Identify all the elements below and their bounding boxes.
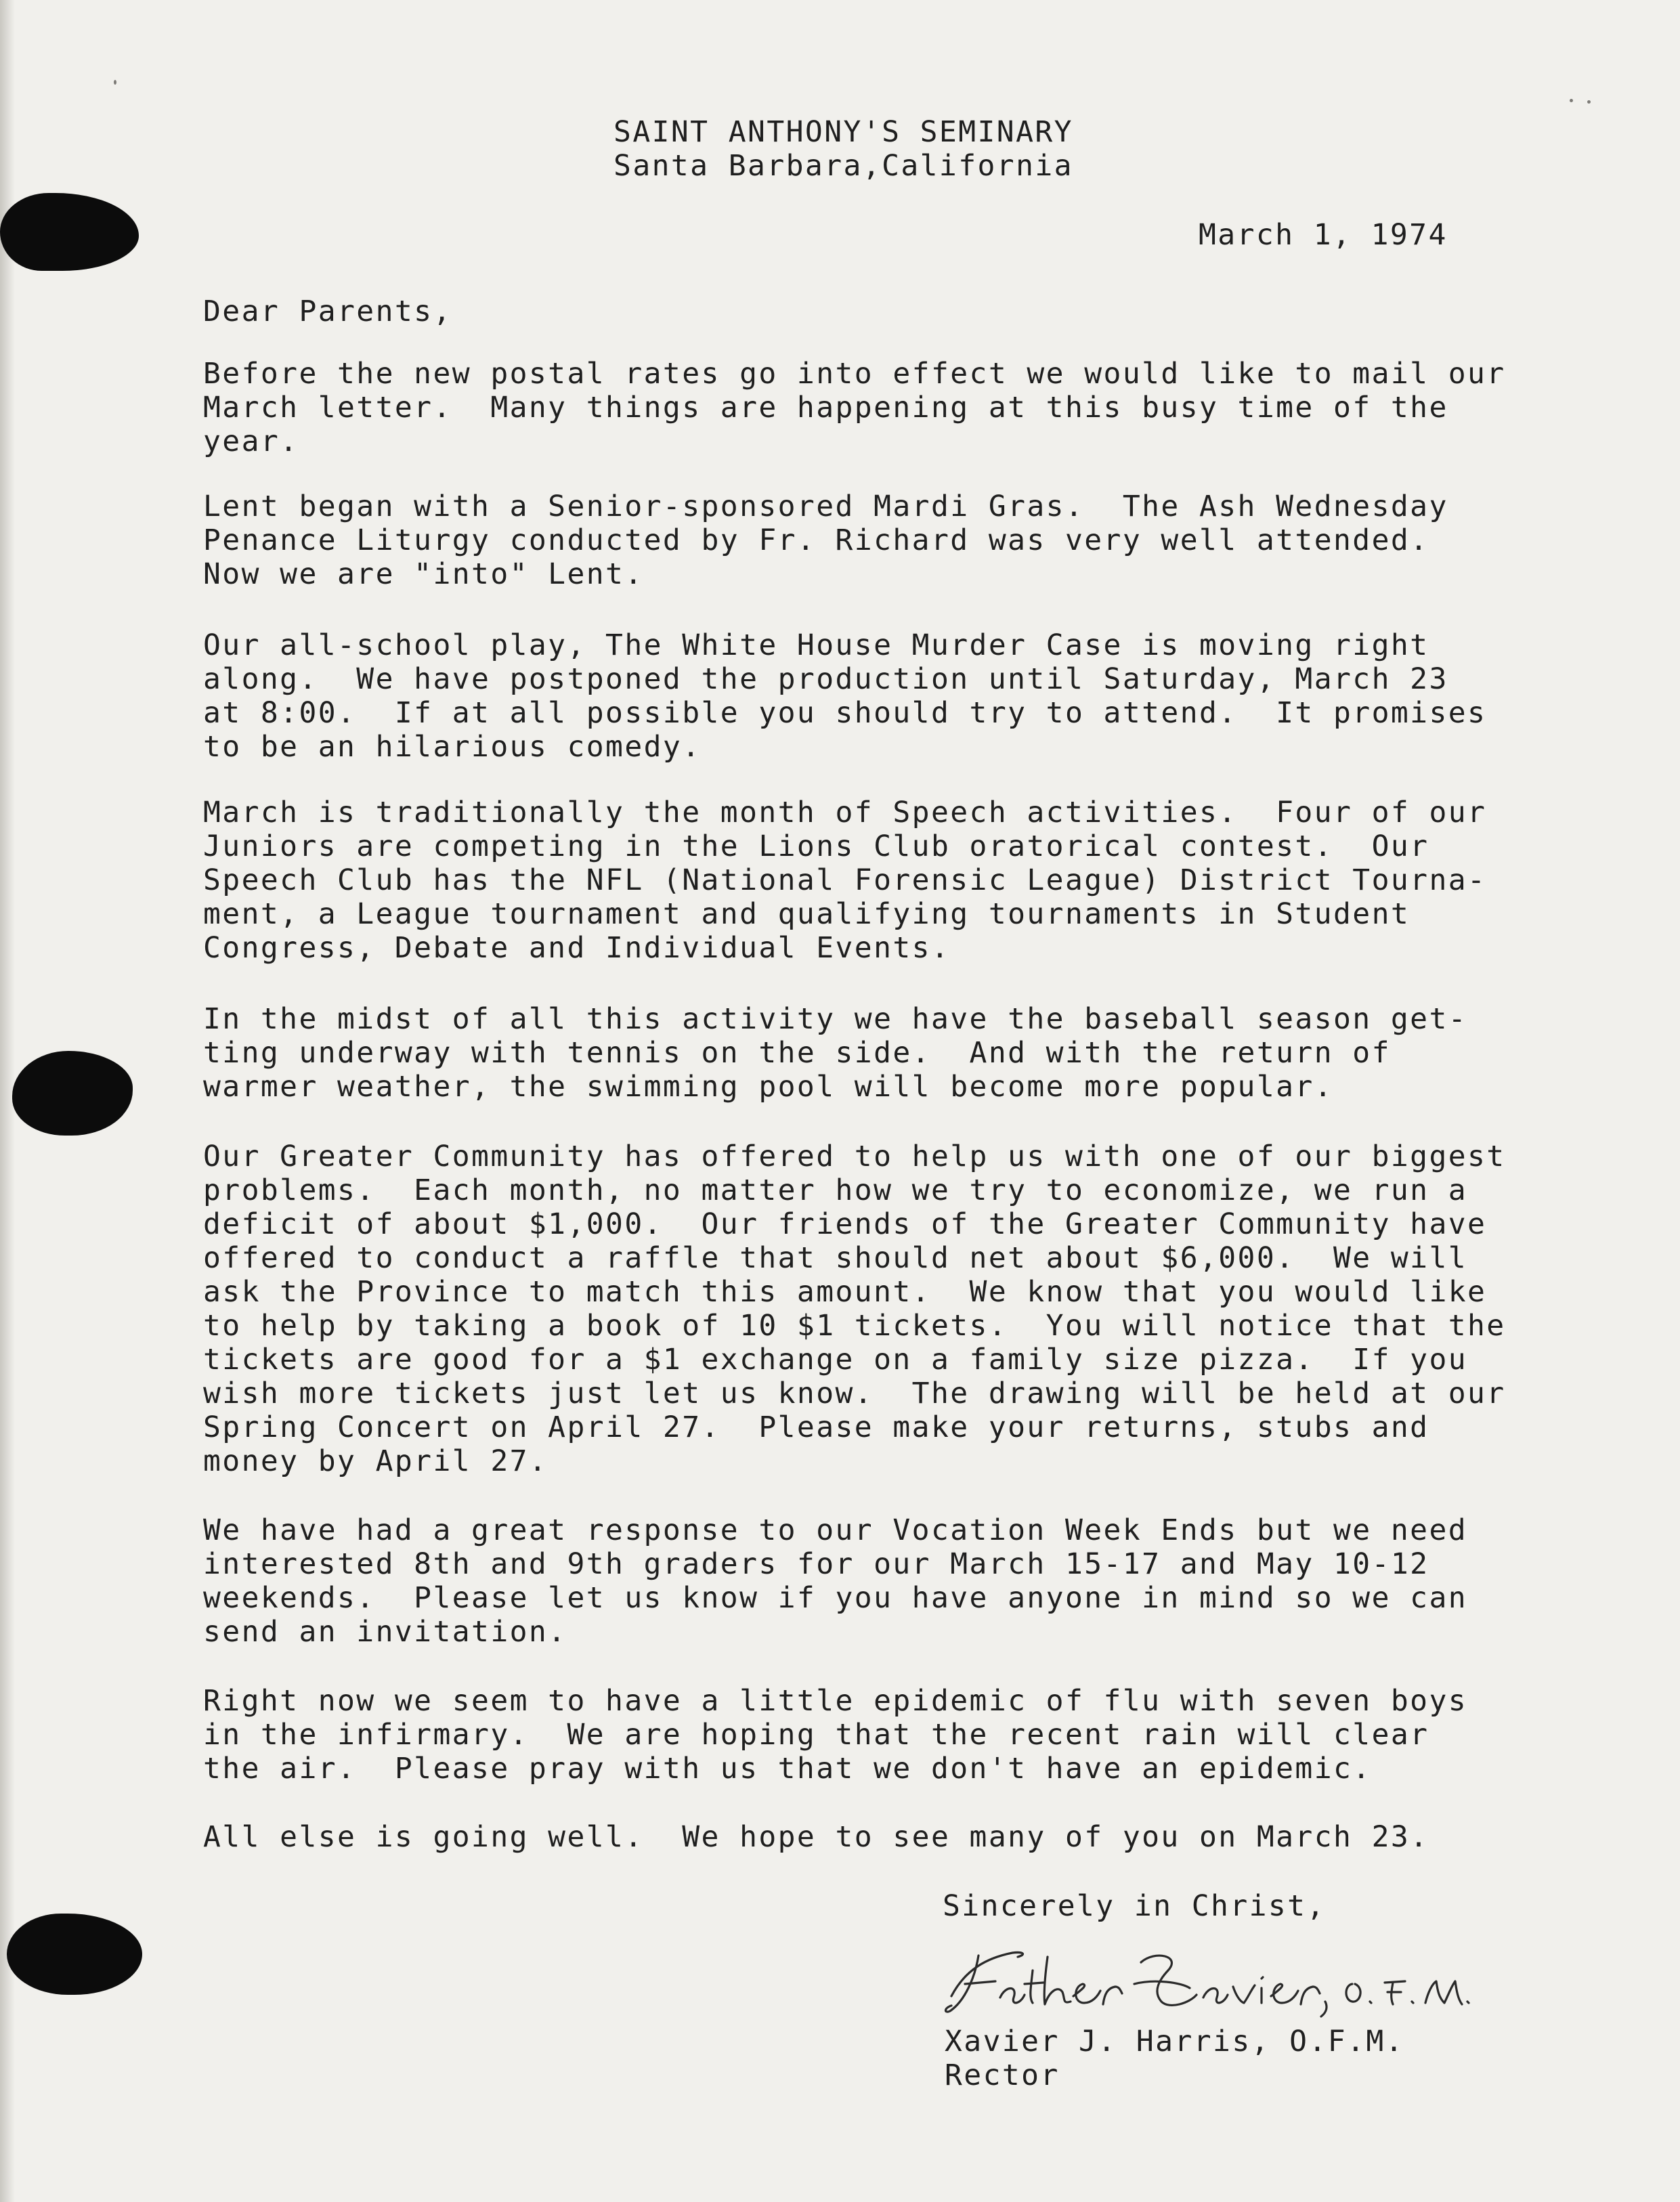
text-line: the air. Please pray with us that we don't have an epidemic.: [203, 1752, 1372, 1786]
signature-drawing: [938, 1943, 1561, 2018]
text-line: deficit of about $1,000. Our friends of the Greater Community have: [203, 1207, 1487, 1241]
text-line: Before the new postal rates go into effect we would like to mail our: [203, 357, 1506, 391]
text-line: warmer weather, the swimming pool will become more popular.: [203, 1070, 1334, 1104]
text-line: Speech Club has the NFL (National Forensic League) District Tourna-: [203, 863, 1487, 897]
text-line: Juniors are competing in the Lions Club oratorical contest. Our: [203, 829, 1429, 863]
text-line: Right now we seem to have a little epidemic of flu with seven boys: [203, 1684, 1468, 1718]
text-line: In the midst of all this activity we have the baseball season get-: [203, 1002, 1468, 1036]
text-line: to help by taking a book of 10 $1 tickets. You will notice that the: [203, 1309, 1506, 1343]
text-line: offered to conduct a raffle that should net about $6,000. We will: [203, 1241, 1468, 1275]
text-line: year.: [203, 425, 299, 458]
text-line: to be an hilarious comedy.: [203, 730, 702, 764]
text-line: Our all-school play, The White House Murder Case is moving right: [203, 628, 1429, 662]
paragraph-school-play: [203, 628, 1486, 764]
text-line: ask the Province to match this amount. We know that you would like: [203, 1275, 1487, 1309]
text-line: problems. Each month, no matter how we try to economize, we run a: [203, 1173, 1468, 1207]
punch-hole: [7, 1914, 142, 1995]
paper-speck: [1587, 100, 1591, 104]
salutation: Dear Parents,: [203, 295, 452, 328]
text-line: send an invitation.: [203, 1615, 567, 1649]
text-line: tickets are good for a $1 exchange on a family size pizza. If you: [203, 1343, 1468, 1377]
punch-hole: [0, 193, 139, 271]
letterhead: [0, 115, 1680, 183]
text-line: March is traditionally the month of Speech activities. Four of our: [203, 796, 1487, 829]
signer-name: Xavier J. Harris, O.F.M.: [945, 2025, 1404, 2058]
paragraph-raffle: [203, 1140, 1506, 1478]
paragraph-lent: [203, 490, 1448, 591]
punch-hole: [12, 1051, 133, 1136]
institution-location: Santa Barbara,California: [613, 149, 1073, 183]
text-line: Congress, Debate and Individual Events.: [203, 931, 951, 965]
signer-title: Rector: [945, 2058, 1060, 2092]
text-line: Spring Concert on April 27. Please make your returns, stubs and: [203, 1410, 1429, 1444]
text-line: in the infirmary. We are hoping that the recent rain will clear: [203, 1718, 1429, 1752]
text-line: interested 8th and 9th graders for our March 15-17 and May 10-12: [203, 1547, 1429, 1581]
text-line: at 8:00. If at all possible you should try to attend. It promises: [203, 696, 1487, 730]
paragraph-flu: [203, 1684, 1467, 1786]
text-line: Lent began with a Senior-sponsored Mardi Gras. The Ash Wednesday: [203, 490, 1448, 523]
institution-name: SAINT ANTHONY'S SEMINARY: [613, 115, 1073, 149]
text-line: March letter. Many things are happening at this busy time of the: [203, 391, 1448, 425]
text-line: Now we are "into" Lent.: [203, 557, 644, 591]
text-line: wish more tickets just let us know. The drawing will be held at our: [203, 1377, 1506, 1410]
complimentary-close: Sincerely in Christ,: [943, 1889, 1326, 1923]
paragraph-speech: [203, 796, 1486, 965]
paragraph-closing-note: [203, 1820, 1429, 1854]
text-line: Penance Liturgy conducted by Fr. Richard was very well attended.: [203, 523, 1429, 557]
text-line: along. We have postponed the production until Saturday, March 23: [203, 662, 1448, 696]
text-line: ting underway with tennis on the side. And with the return of: [203, 1036, 1391, 1070]
text-line: weekends. Please let us know if you have anyone in mind so we can: [203, 1581, 1468, 1615]
text-line: Our Greater Community has offered to help us with one of our biggest: [203, 1140, 1506, 1173]
paragraph-sports: [203, 1002, 1467, 1104]
text-line: We have had a great response to our Vocation Week Ends but we need: [203, 1513, 1468, 1547]
letter-date: March 1, 1974: [1199, 218, 1448, 252]
paper-speck: [114, 80, 116, 85]
paragraph-vocation: [203, 1513, 1467, 1649]
text-line: ment, a League tournament and qualifying tournaments in Student: [203, 897, 1410, 931]
text-line: All else is going well. We hope to see many of you on March 23.: [203, 1820, 1429, 1854]
paper-speck: [1570, 99, 1573, 102]
paragraph-postal-rates: [203, 357, 1506, 458]
handwritten-signature: [938, 1943, 1561, 2018]
text-line: money by April 27.: [203, 1444, 548, 1478]
